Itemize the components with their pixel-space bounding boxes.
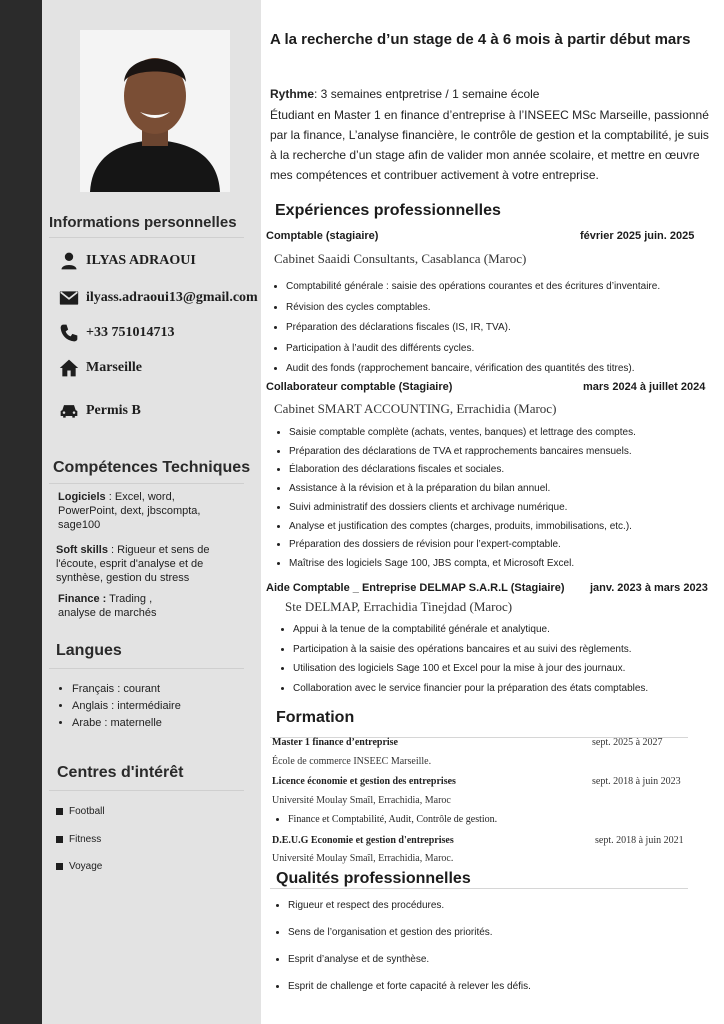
person-icon bbox=[58, 251, 80, 271]
language-item: • Anglais : intermédiaire bbox=[72, 700, 181, 712]
task-item: • Analyse et justification des comptes (charges, produits, immobilisations, etc.). bbox=[289, 518, 636, 537]
language-item: • Arabe : maternelle bbox=[72, 717, 181, 729]
city: Marseille bbox=[86, 360, 142, 375]
task-item: • Préparation des dossiers de révision pour l’expert-comptable. bbox=[289, 536, 636, 555]
divider bbox=[270, 888, 688, 889]
task-item: • Révision des cycles comptables. bbox=[286, 298, 660, 319]
phone-row bbox=[58, 323, 174, 343]
interest-item: Fitness bbox=[56, 834, 101, 845]
formation-detail: • Finance et Comptabilité, Audit, Contrôle de gestion. bbox=[268, 814, 497, 825]
task-item: • Audit des fonds (rapprochement bancaire, vérification des quantités des titres). bbox=[286, 359, 660, 380]
divider bbox=[49, 668, 244, 669]
skills-heading: Compétences Techniques bbox=[53, 459, 251, 476]
square-bullet-icon bbox=[56, 863, 63, 870]
job-tasks bbox=[271, 424, 636, 574]
task-item: • Appui à la tenue de la comptabilité générale et analytique. bbox=[293, 620, 648, 640]
rhythm-line: Rythme: 3 semaines entpretrise / 1 semaine école bbox=[270, 87, 540, 101]
skill-finance: Finance : Trading , analyse de marchés bbox=[58, 593, 157, 619]
formation-title: Licence économie et gestion des entreprises bbox=[272, 776, 456, 787]
task-item: • Participation à la saisie des opérations bancaires et au suivi des règlements. bbox=[293, 640, 648, 660]
job-title: Comptable (stagiaire) bbox=[266, 230, 379, 242]
task-item: • Maîtrise des logiciels Sage 100, JBS compta, et Microsoft Excel. bbox=[289, 555, 636, 574]
divider bbox=[49, 237, 244, 238]
license-row bbox=[58, 401, 141, 421]
job-date: janv. 2023 à mars 2023 bbox=[590, 582, 708, 594]
quality-item: • Esprit de challenge et forte capacité à relever les défis. bbox=[288, 981, 531, 992]
job-date: février 2025 juin. 2025 bbox=[580, 230, 695, 242]
task-item: • Préparation des déclarations fiscales (IS, IR, TVA). bbox=[286, 318, 660, 339]
languages-list bbox=[56, 683, 181, 734]
job-company: Ste DELMAP, Errachidia Tinejdad (Maroc) bbox=[285, 599, 513, 614]
task-item: • Assistance à la révision et à la préparation du bilan annuel. bbox=[289, 480, 636, 499]
formation-school: École de commerce INSEEC Marseille. bbox=[272, 756, 432, 767]
job-tasks bbox=[275, 620, 648, 699]
quality-item: • Esprit d’analyse et de synthèse. bbox=[288, 954, 531, 965]
quality-item: • Sens de l’organisation et gestion des priorités. bbox=[288, 927, 531, 938]
task-item: • Comptabilité générale : saisie des opérations courantes et des écritures d’inventaire. bbox=[286, 277, 660, 298]
job-title: Collaborateur comptable (Stagiaire) bbox=[266, 381, 453, 393]
profile-photo bbox=[80, 30, 230, 192]
job-date: mars 2024 à juillet 2024 bbox=[583, 381, 706, 393]
interest-item: Football bbox=[56, 806, 105, 817]
formation-heading: Formation bbox=[276, 709, 355, 726]
left-dark-bar bbox=[0, 0, 42, 1024]
formation-school: Université Moulay Smaîl, Errachidia, Maroc. bbox=[272, 853, 454, 864]
language-item: • Français : courant bbox=[72, 683, 181, 695]
formation-title: D.E.U.G Economie et gestion d'entreprises bbox=[272, 835, 454, 846]
square-bullet-icon bbox=[56, 808, 63, 815]
task-item: • Utilisation des logiciels Sage 100 et Excel pour la mise à jour des journaux. bbox=[293, 659, 648, 679]
city-row bbox=[58, 358, 142, 378]
intro-paragraph: Étudiant en Master 1 en finance d’entreprise à l’INSEEC MSc Marseille, passionné par la finance, L’analyse financière, le contrôle de gestion et la comptabilité, je suis à la recherche d’un stage afin de valider mon année scolaire, et mettre en œuvre mes compétences et contribuer activement à votre entreprise. bbox=[270, 108, 709, 182]
task-item: • Préparation des déclarations de TVA et rapprochements bancaires mensuels. bbox=[289, 443, 636, 462]
formation-date: sept. 2025 à 2027 bbox=[592, 737, 663, 748]
quality-item: • Rigueur et respect des procédures. bbox=[288, 900, 531, 911]
phone-icon bbox=[58, 323, 80, 343]
divider bbox=[49, 483, 244, 484]
personal-info-heading: Informations personnelles bbox=[49, 214, 237, 231]
interests-heading: Centres d'intérêt bbox=[57, 764, 184, 781]
skill-soft: Soft skills : Rigueur et sens de l'écoute, esprit d'analyse et de synthèse, gestion du stress bbox=[56, 544, 210, 584]
phone-number[interactable]: +33 751014713 bbox=[86, 325, 175, 340]
languages-heading: Langues bbox=[56, 642, 122, 659]
job-company: Cabinet Saaidi Consultants, Casablanca (Maroc) bbox=[274, 251, 527, 266]
divider bbox=[49, 790, 244, 791]
car-icon bbox=[58, 401, 80, 421]
job-tasks bbox=[268, 277, 660, 380]
name-row bbox=[58, 251, 196, 271]
formation-title: Master 1 finance d’entreprise bbox=[272, 737, 398, 748]
full-name: ILYAS ADRAOUI bbox=[86, 253, 196, 268]
formation-school: Université Moulay Smaîl, Errachidia, Maroc bbox=[272, 795, 451, 806]
square-bullet-icon bbox=[56, 836, 63, 843]
skill-software: Logiciels : Excel, word, PowerPoint, dext, jbscompta, sage100 bbox=[58, 491, 201, 531]
task-item: • Saisie comptable complète (achats, ventes, banques) et lettrage des comptes. bbox=[289, 424, 636, 443]
email-link[interactable]: ilyass.adraoui13@gmail.com bbox=[86, 290, 258, 305]
job-title: Aide Comptable _ Entreprise DELMAP S.A.R.L (Stagiaire) bbox=[266, 582, 565, 594]
interest-item: Voyage bbox=[56, 861, 102, 872]
page-title: A la recherche d’un stage de 4 à 6 mois à partir début mars bbox=[270, 31, 691, 48]
task-item: • Suivi administratif des dossiers clients et archivage numérique. bbox=[289, 499, 636, 518]
task-item: • Collaboration avec le service financier pour la préparation des états comptables. bbox=[293, 679, 648, 699]
job-company: Cabinet SMART ACCOUNTING, Errachidia (Maroc) bbox=[274, 401, 557, 416]
envelope-icon bbox=[58, 288, 80, 308]
qualities-heading: Qualités professionnelles bbox=[276, 870, 471, 887]
task-item: • Élaboration des déclarations fiscales et sociales. bbox=[289, 461, 636, 480]
driving-license: Permis B bbox=[86, 403, 141, 418]
formation-date: sept. 2018 à juin 2023 bbox=[592, 776, 681, 787]
email-row bbox=[58, 288, 258, 308]
experience-heading: Expériences professionnelles bbox=[275, 202, 501, 219]
qualities-list bbox=[270, 900, 531, 1008]
home-icon bbox=[58, 358, 80, 378]
formation-date: sept. 2018 à juin 2021 bbox=[595, 835, 684, 846]
task-item: • Participation à l’audit des différents cycles. bbox=[286, 339, 660, 360]
